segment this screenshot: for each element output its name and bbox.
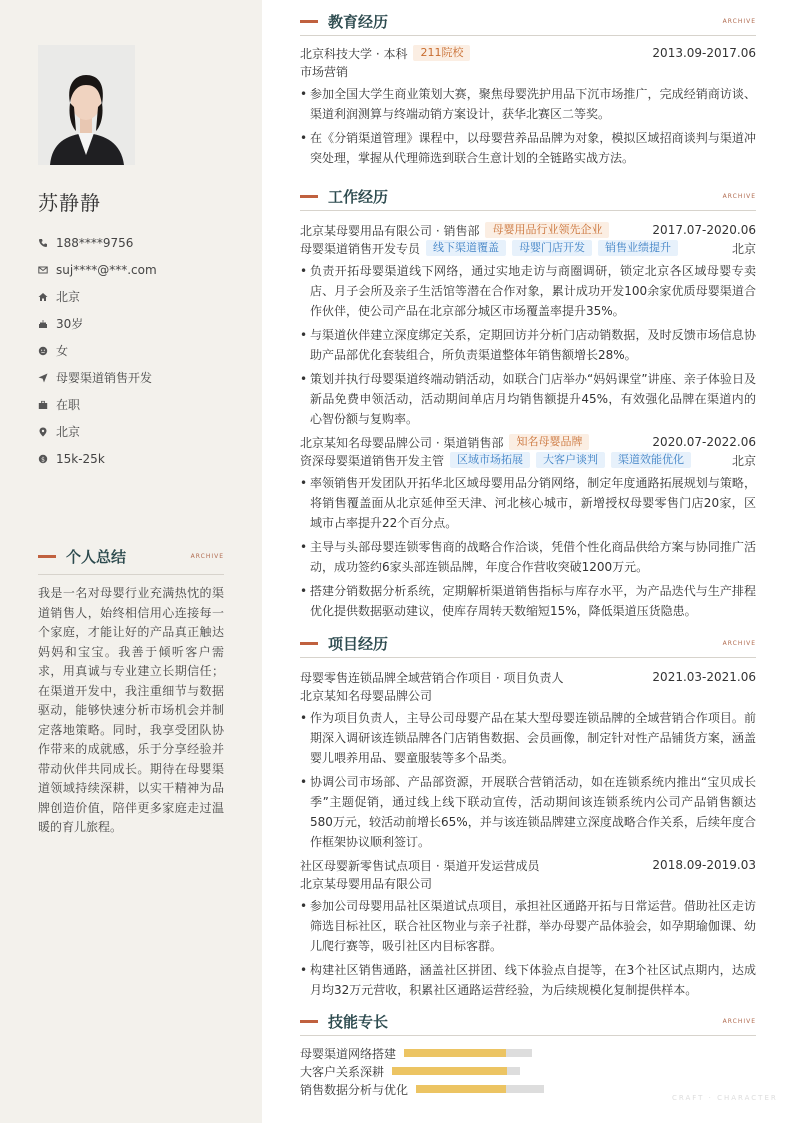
- project-org-row: [300, 874, 756, 892]
- job-role: 母婴渠道销售开发专员: [300, 241, 421, 256]
- archive-label: ARCHIVE: [722, 193, 756, 200]
- profile-photo: [38, 45, 135, 165]
- skill-name: 母婴渠道网络搭建: [300, 1046, 397, 1061]
- salary-text: 15k-25k: [56, 451, 105, 466]
- job-bullet: • 负责开拓母婴渠道线下网络，通过实地走访与商圈调研，锁定北京各区域母婴专卖店、月子会所及亲子生活馆等潜在合作对象，累计成功开发100余家优质母婴渠道合作伙伴，使公司产品在北京部分城区市场覆盖率提升35%。: [300, 261, 756, 321]
- archive-label: ARCHIVE: [722, 640, 756, 647]
- phone-text: 188****9756: [56, 235, 134, 250]
- job-tag: 母婴门店开发: [512, 240, 592, 256]
- project-name: 母婴零售连锁品牌全域营销合作项目 · 项目负责人: [300, 670, 564, 685]
- info-age: [38, 310, 238, 337]
- company-tag: 知名母婴品牌: [509, 434, 589, 450]
- skill-bar: [392, 1067, 520, 1075]
- job-role-row: [300, 451, 756, 469]
- svg-text:$: $: [41, 455, 45, 463]
- project-org-row: [300, 686, 756, 704]
- accent-bar: [300, 195, 318, 198]
- target-job-text: 母婴渠道销售开发: [56, 371, 153, 385]
- skill-item: [300, 1062, 520, 1080]
- job-bullet: • 策划并执行母婴渠道终端动销活动，如联合门店举办“妈妈课堂”讲座、亲子体验日及新品免费申领活动，活动期间单店月均销售额提升45%，有效强化品牌在渠道内的心智份额与复购率。: [300, 369, 756, 429]
- summary-text: 我是一名对母婴行业充满热忱的渠道销售人，始终相信用心连接每一个家庭，才能让好的产品真正触达妈妈和宝宝。我善于倾听客户需求，用真诚与专业建立长期信任；在渠道开发中，我注重细节与数据驱动，能够快速分析市场机会并制定落地策略。同时，我享受团队协作带来的成就感，乐于分享经验并带动伙伴共同成长。期待在母婴渠道领域持续深耕，以实干精神为品牌创造价值，陪伴更多家庭走过温暖的育儿旅程。: [38, 586, 224, 834]
- education-date: 2013.09-2017.06: [652, 46, 756, 60]
- job-role: 资深母婴渠道销售开发主管: [300, 453, 445, 468]
- phone-icon: [38, 238, 56, 248]
- job-city: 北京: [731, 241, 756, 256]
- project-name: 社区母婴新零售试点项目 · 渠道开发运营成员: [300, 858, 540, 873]
- email-text: suj****@***.com: [56, 262, 157, 277]
- project-bullet: • 协调公司市场部、产品部资源，开展联合营销活动，如在连锁系统内推出“宝贝成长季”主题促销，通过线上线下联动宣传，活动期间该连锁系统内公司产品销售额达580万元，较活动前增长65%，并与该连锁品牌建立深度战略合作关系，后续年度合作框架协议顺利签订。: [300, 772, 756, 852]
- projects-section: [300, 630, 756, 1000]
- money-icon: [38, 454, 56, 464]
- skill-fill: [392, 1067, 507, 1075]
- accent-bar: [300, 642, 318, 645]
- gender-text: 女: [56, 344, 69, 358]
- job-tag: 渠道效能优化: [611, 452, 691, 468]
- work-title: 工作经历: [328, 188, 389, 206]
- skill-item: [300, 1044, 532, 1062]
- skills-section: [300, 1008, 756, 1098]
- info-status: [38, 391, 238, 418]
- briefcase-icon: [38, 400, 56, 410]
- job-bullet: • 主导与头部母婴连锁零售商的战略合作洽谈，凭借个性化商品供给方案与协同推广活动，成功签约6家头部连锁品牌，年度合作营收突破1200万元。: [300, 537, 756, 577]
- info-target-job: [38, 364, 238, 391]
- job-company-row: [300, 221, 756, 239]
- job-company: 北京某母婴用品有限公司 · 销售部: [300, 223, 480, 238]
- projects-header: [300, 630, 756, 658]
- major-row: [300, 62, 756, 80]
- skills-title: 技能专长: [328, 1013, 389, 1031]
- accent-bar: [300, 20, 318, 23]
- info-home: [38, 283, 238, 310]
- education-section: [300, 8, 756, 168]
- project-row: [300, 856, 756, 874]
- info-phone: [38, 229, 238, 256]
- skills-header: [300, 1008, 756, 1036]
- skill-fill: [404, 1049, 506, 1057]
- major-text: 市场营销: [300, 64, 349, 79]
- accent-bar: [300, 1020, 318, 1023]
- send-icon: [38, 373, 56, 383]
- job-tag: 区域市场拓展: [450, 452, 530, 468]
- archive-label: ARCHIVE: [722, 18, 756, 25]
- skill-bar: [416, 1085, 544, 1093]
- archive-label: ARCHIVE: [190, 553, 224, 560]
- job-bullet: • 搭建分销数据分析系统，定期解析渠道销售指标与库存水平，为产品迭代与生产排程优化提供数据驱动建议，使库存周转天数缩短15%，降低渠道压货隐患。: [300, 581, 756, 621]
- skill-name: 销售数据分析与优化: [300, 1082, 409, 1097]
- info-email: [38, 256, 238, 283]
- skill-bar: [404, 1049, 532, 1057]
- project-org: 北京某母婴用品有限公司: [300, 876, 433, 891]
- face-icon: [38, 346, 56, 356]
- work-section: [300, 183, 756, 621]
- school-tag: 211院校: [413, 45, 470, 61]
- contact-info-list: [38, 229, 238, 472]
- job-role-row: [300, 239, 756, 257]
- project-row: [300, 668, 756, 686]
- job-bullet: • 率领销售开发团队开拓华北区域母婴用品分销网络，制定年度通路拓展规划与策略，将销售覆盖面从北京延伸至天津、河北核心城市，新增授权母婴零售门店20家，区域市占率提升22个百分点。: [300, 473, 756, 533]
- status-text: 在职: [56, 398, 81, 412]
- job-city: 北京: [731, 453, 756, 468]
- project-date: 2018.09-2019.03: [652, 858, 756, 872]
- home-text: 北京: [56, 290, 81, 304]
- home-icon: [38, 292, 56, 302]
- work-header: [300, 183, 756, 211]
- summary-header: [38, 545, 224, 575]
- accent-bar: [38, 555, 56, 558]
- info-gender: [38, 337, 238, 364]
- education-title: 教育经历: [328, 13, 389, 31]
- company-tag: 母婴用品行业领先企业: [485, 222, 609, 238]
- project-bullet: • 构建社区销售通路，涵盖社区拼团、线下体验点自提等，在3个社区试点期内，达成月均32万元营收，积累社区通路运营经验，为后续规模化复制提供样本。: [300, 960, 756, 1000]
- job-company-row: [300, 433, 756, 451]
- summary-title: 个人总结: [66, 548, 127, 566]
- candidate-name: 苏静静: [38, 191, 101, 215]
- watermark: CRAFT · CHARACTER: [672, 1094, 778, 1102]
- skills-list: [300, 1044, 756, 1098]
- mail-icon: [38, 265, 56, 275]
- job-tag: 大客户谈判: [536, 452, 605, 468]
- skill-fill: [416, 1085, 506, 1093]
- project-bullet: • 作为项目负责人，主导公司母婴产品在某大型母婴连锁品牌的全域营销合作项目。前期深入调研该连锁品牌各门店销售数据、会员画像，制定针对性产品铺货方案，涵盖婴儿喂养用品、婴童服装等多个品类。: [300, 708, 756, 768]
- location-icon: [38, 427, 56, 437]
- job-tag: 销售业绩提升: [598, 240, 678, 256]
- project-date: 2021.03-2021.06: [652, 670, 756, 684]
- job-date: 2020.07-2022.06: [652, 435, 756, 449]
- education-bullet: • 参加全国大学生商业策划大赛，聚焦母婴洗护用品下沉市场推广，完成经销商访谈、渠道利润测算与终端动销方案设计，获华北赛区二等奖。: [300, 84, 756, 124]
- age-text: 30岁: [56, 317, 84, 331]
- job-tag: 线下渠道覆盖: [426, 240, 506, 256]
- project-org: 北京某知名母婴品牌公司: [300, 688, 433, 703]
- education-header: [300, 8, 756, 36]
- location-text: 北京: [56, 425, 81, 439]
- project-bullet: • 参加公司母婴用品社区渠道试点项目，承担社区通路开拓与日常运营。借助社区走访筛选目标社区，联合社区物业与亲子社群，举办母婴产品体验会，如孕期瑜伽课、幼儿爬行赛等，吸引社区内目标客群。: [300, 896, 756, 956]
- summary-section: [38, 545, 224, 838]
- projects-title: 项目经历: [328, 635, 389, 653]
- job-bullet: • 与渠道伙伴建立深度绑定关系，定期回访并分析门店动销数据，及时反馈市场信息协助产品部优化套装组合，所负责渠道整体年销售额增长28%。: [300, 325, 756, 365]
- skill-name: 大客户关系深耕: [300, 1064, 385, 1079]
- school-name: 北京科技大学 · 本科: [300, 46, 408, 61]
- info-salary: [38, 445, 238, 472]
- education-bullet: • 在《分销渠道管理》课程中，以母婴营养品品牌为对象，模拟区域招商谈判与渠道冲突处理，掌握从代理筛选到联合生意计划的全链路实战方法。: [300, 128, 756, 168]
- archive-label: ARCHIVE: [722, 1018, 756, 1025]
- education-row: [300, 44, 756, 62]
- job-date: 2017.07-2020.06: [652, 223, 756, 237]
- cake-icon: [38, 319, 56, 329]
- job-company: 北京某知名母婴品牌公司 · 渠道销售部: [300, 435, 504, 450]
- skill-item: [300, 1080, 544, 1098]
- info-location: [38, 418, 238, 445]
